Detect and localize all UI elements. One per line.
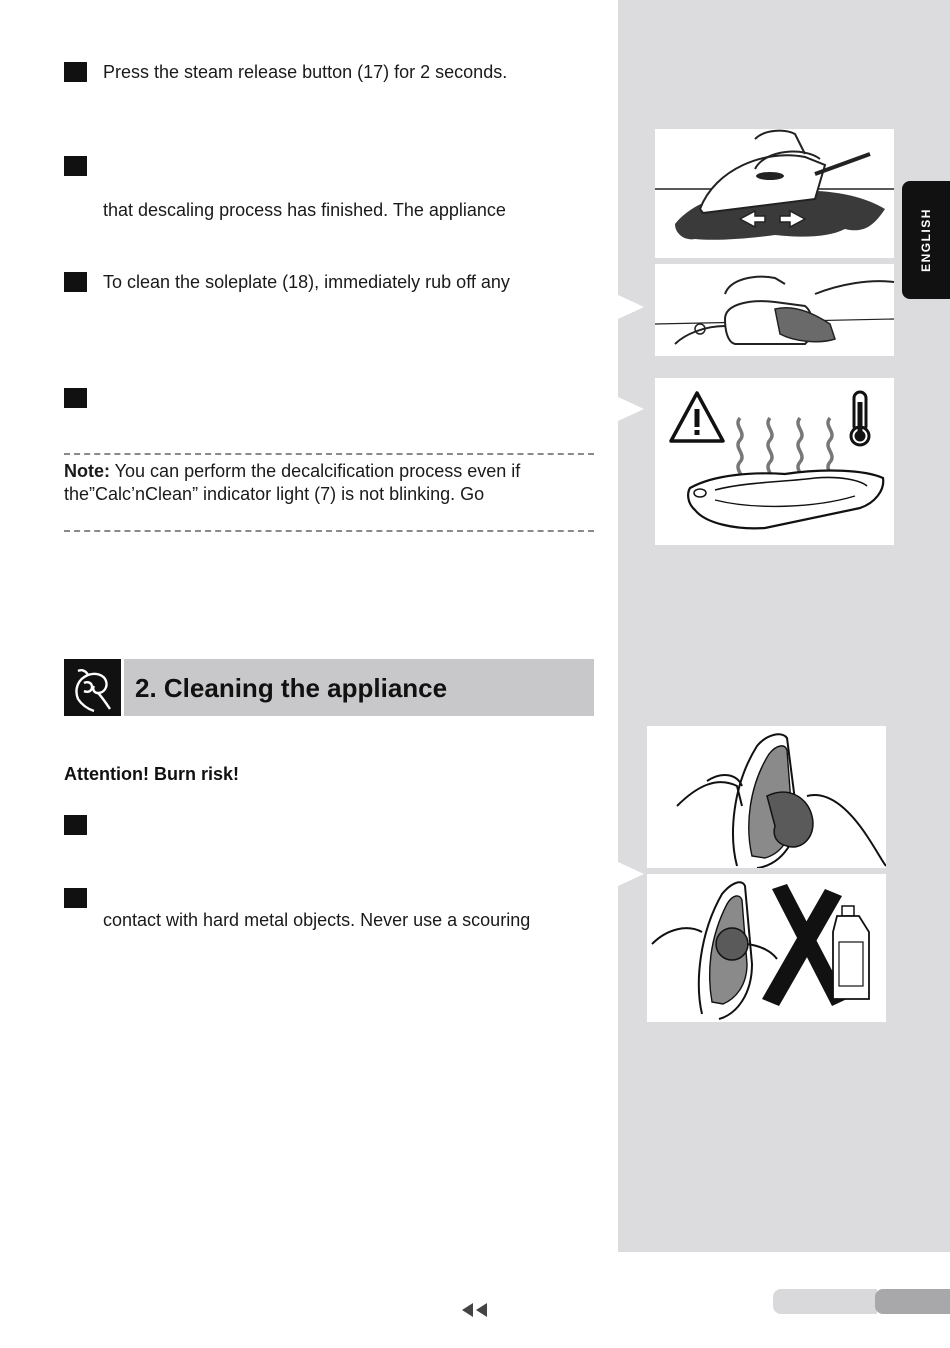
note-line-2: the”Calc’nClean” indicator light (7) is not blinking. Go (64, 484, 485, 504)
section-header (64, 659, 594, 716)
iron-steam-sole-illustration (655, 129, 894, 258)
detergent-bottle-icon (833, 906, 869, 999)
cloth-wiping-soleplate-illustration (647, 726, 886, 868)
section-title: 2. Cleaning the appliance (135, 673, 448, 703)
step-text: Press the steam release button (17) for 2 seconds. (103, 62, 508, 82)
iron-base-illustration (688, 471, 883, 529)
step-bullet (64, 388, 87, 408)
page-tab (773, 1289, 877, 1314)
figure-pointer (618, 862, 644, 886)
page-tab-active (875, 1289, 950, 1314)
step-bullet (64, 156, 87, 176)
language-tab-label: ENGLISH (919, 208, 933, 272)
cleaning-hand-icon (64, 659, 121, 716)
note-block (64, 460, 604, 506)
step-bullet (64, 888, 87, 908)
note-line-1: You can perform the decalcification process even if (110, 461, 521, 481)
figure-pointer (618, 295, 644, 319)
double-left-arrow-icon[interactable] (461, 1302, 491, 1318)
step-bullet (64, 815, 87, 835)
step-bullet (64, 62, 87, 82)
language-tab[interactable] (902, 181, 950, 299)
note-label: Note: (64, 461, 110, 481)
warning-triangle-icon (671, 393, 723, 441)
thermometer-icon (851, 392, 869, 445)
figure-pointer (618, 397, 644, 421)
attention-warning: Attention! Burn risk! (64, 764, 239, 784)
note-divider-bottom (64, 530, 594, 532)
step-text: To clean the soleplate (18), immediately rub off any (103, 272, 510, 292)
step-text: that descaling process has finished. The appliance (103, 200, 506, 220)
no-scouring-agent-illustration (647, 874, 886, 1022)
note-divider-top (64, 453, 594, 455)
step-text: contact with hard metal objects. Never use a scouring (103, 910, 531, 930)
soleplate-wiping-illustration (655, 264, 894, 356)
hot-base-warning-illustration (655, 378, 894, 545)
step-bullet (64, 272, 87, 292)
